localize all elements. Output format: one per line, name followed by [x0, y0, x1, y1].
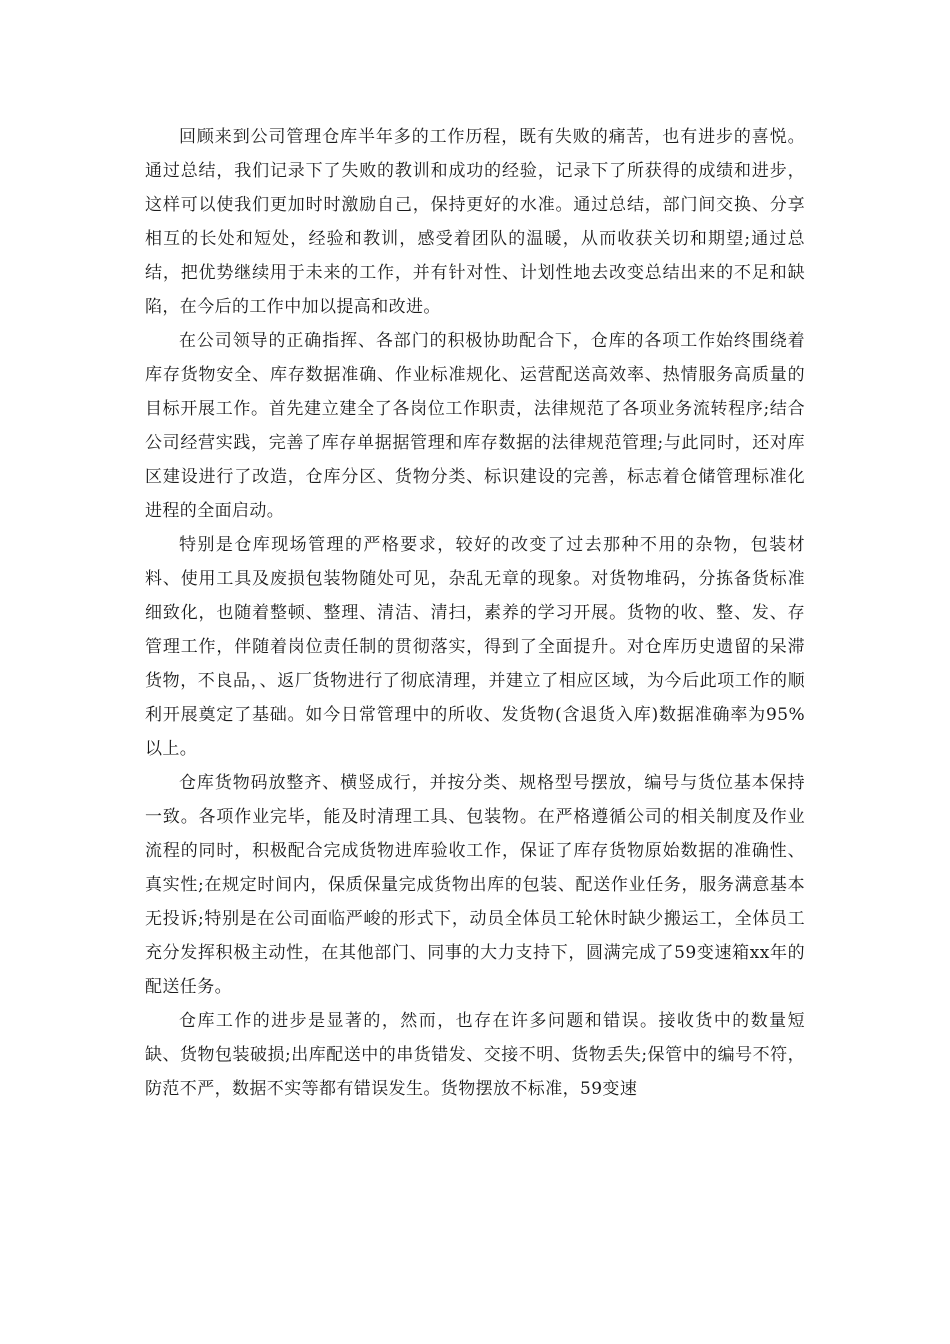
paragraph-1: 回顾来到公司管理仓库半年多的工作历程，既有失败的痛苦，也有进步的喜悦。通过总结，我们记录下了失败的教训和成功的经验，记录下了所获得的成绩和进步，这样可以使我们更加时时激励自己，保持更好的水准。通过总结，部门间交换、分享相互的长处和短处，经验和教训，感受着团队的温暖，从而收获关切和期望;通过总结，把优势继续用于未来的工作，并有针对性、计划性地去改变总结出来的不足和缺陷，在今后的工作中加以提高和改进。 — [145, 127, 805, 317]
paragraph-3: 特别是仓库现场管理的严格要求，较好的改变了过去那种不用的杂物，包装材料、使用工具及废损包装物随处可见，杂乱无章的现象。对货物堆码，分拣备货标准细致化，也随着整顿、整理、清洁、清扫，素养的学习开展。货物的收、整、发、存管理工作，伴随着岗位责任制的贯彻落实，得到了全面提升。对仓库历史遗留的呆滞货物，不良品，、返厂货物进行了彻底清理，并建立了相应区域，为今后此项工作的顺利开展奠定了基础。如今日常管理中的所收、发货物(含退货入库)数据准确率为95%以上。 — [145, 535, 805, 759]
paragraph-2: 在公司领导的正确指挥、各部门的积极协助配合下，仓库的各项工作始终围绕着库存货物安全、库存数据准确、作业标准规化、运营配送高效率、热情服务高质量的目标开展工作。首先建立建全了各岗位工作职责，法律规范了各项业务流转程序;结合公司经营实践，完善了库存单据据管理和库存数据的法律规范管理;与此同时，还对库区建设进行了改造，仓库分区、货物分类、标识建设的完善，标志着仓储管理标准化进程的全面启动。 — [145, 331, 805, 521]
paragraph-4: 仓库货物码放整齐、横竖成行，并按分类、规格型号摆放，编号与货位基本保持一致。各项作业完毕，能及时清理工具、包装物。在严格遵循公司的相关制度及作业流程的同时，积极配合完成货物进库验收工作，保证了库存货物原始数据的准确性、真实性;在规定时间内，保质保量完成货物出库的包装、配送作业任务，服务满意基本无投诉;特别是在公司面临严峻的形式下，动员全体员工轮休时缺少搬运工，全体员工充分发挥积极主动性，在其他部门、同事的大力支持下，圆满完成了59变速箱xx年的配送任务。 — [145, 773, 805, 997]
paragraph-5: 仓库工作的进步是显著的，然而，也存在许多问题和错误。接收货中的数量短缺、货物包装破损;出库配送中的串货错发、交接不明、货物丢失;保管中的编号不符，防范不严，数据不实等都有错误发生。货物摆放不标准，59变速 — [145, 1011, 805, 1099]
document-body — [145, 120, 805, 1106]
